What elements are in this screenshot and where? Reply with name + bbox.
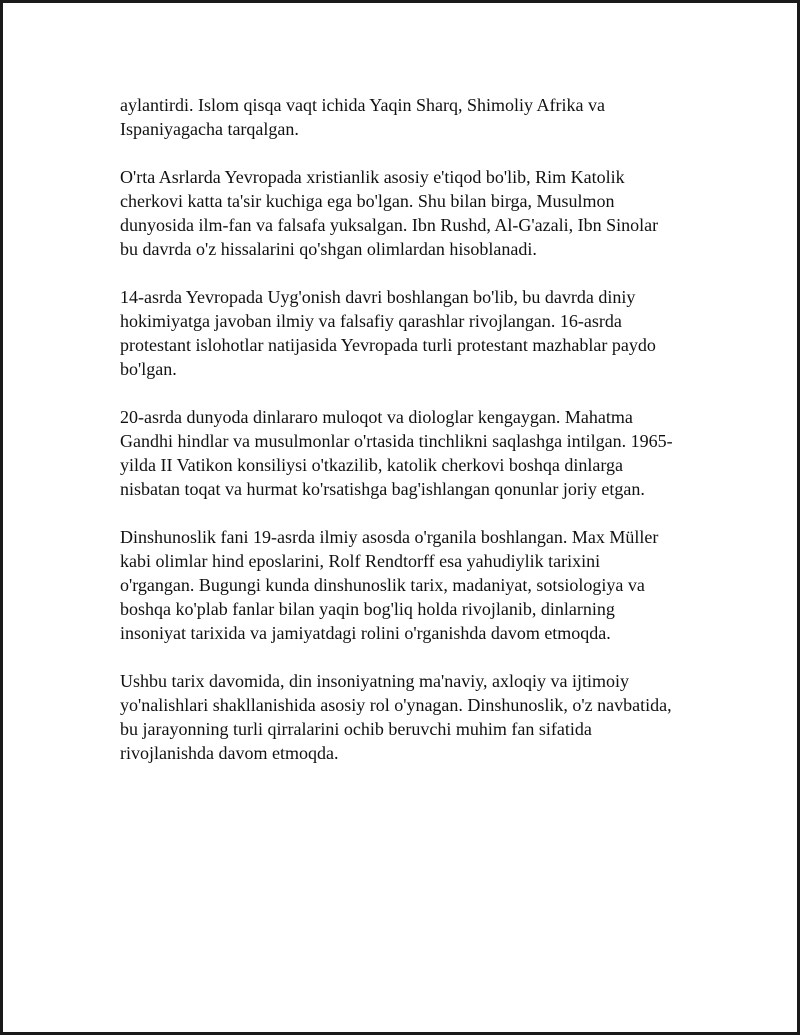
paragraph-3 bbox=[120, 285, 700, 381]
paragraph-1 bbox=[120, 93, 700, 141]
text-line: o'rgangan. Bugungi kunda dinshunoslik tarix, madaniyat, sotsiologiya va bbox=[120, 575, 645, 595]
text-line: aylantirdi. Islom qisqa vaqt ichida Yaqin Sharq, Shimoliy Afrika va bbox=[120, 95, 605, 115]
text-line: insoniyat tarixida va jamiyatdagi rolini o'rganishda davom etmoqda. bbox=[120, 623, 611, 643]
text-line: nisbatan toqat va hurmat ko'rsatishga bag'ishlangan qonunlar joriy etgan. bbox=[120, 479, 645, 499]
text-line: yo'nalishlari shakllanishida asosiy rol o'ynagan. Dinshunoslik, o'z navbatida, bbox=[120, 695, 672, 715]
text-line: bu jarayonning turli qirralarini ochib beruvchi muhim fan sifatida bbox=[120, 719, 592, 739]
document-body bbox=[120, 93, 700, 789]
text-line: yilda II Vatikon konsiliysi o'tkazilib, katolik cherkovi boshqa dinlarga bbox=[120, 455, 623, 475]
text-line: Ushbu tarix davomida, din insoniyatning ma'naviy, axloqiy va ijtimoiy bbox=[120, 671, 630, 691]
text-line: bu davrda o'z hissalarini qo'shgan olimlardan hisoblanadi. bbox=[120, 239, 537, 259]
text-line: rivojlanishda davom etmoqda. bbox=[120, 743, 339, 763]
text-line: dunyosida ilm-fan va falsafa yuksalgan. Ibn Rushd, Al-G'azali, Ibn Sinolar bbox=[120, 215, 659, 235]
paragraph-4 bbox=[120, 405, 700, 501]
paragraph-6 bbox=[120, 669, 700, 765]
text-line: protestant islohotlar natijasida Yevropada turli protestant mazhablar paydo bbox=[120, 335, 656, 355]
text-line: bo'lgan. bbox=[120, 359, 177, 379]
paragraph-2 bbox=[120, 165, 700, 261]
text-line: Ispaniyagacha tarqalgan. bbox=[120, 119, 299, 139]
text-line: O'rta Asrlarda Yevropada xristianlik asosiy e'tiqod bo'lib, Rim Katolik bbox=[120, 167, 625, 187]
text-line: Gandhi hindlar va musulmonlar o'rtasida tinchlikni saqlashga intilgan. 1965- bbox=[120, 431, 673, 451]
text-line: 20-asrda dunyoda dinlararo muloqot va diologlar kengaygan. Mahatma bbox=[120, 407, 633, 427]
text-line: boshqa ko'plab fanlar bilan yaqin bog'liq holda rivojlanib, dinlarning bbox=[120, 599, 615, 619]
text-line: hokimiyatga javoban ilmiy va falsafiy qarashlar rivojlangan. 16-asrda bbox=[120, 311, 622, 331]
text-line: kabi olimlar hind eposlarini, Rolf Rendtorff esa yahudiylik tarixini bbox=[120, 551, 601, 571]
text-line: Dinshunoslik fani 19-asrda ilmiy asosda o'rganila boshlangan. Max Müller bbox=[120, 527, 659, 547]
text-line: 14-asrda Yevropada Uyg'onish davri boshlangan bo'lib, bu davrda diniy bbox=[120, 287, 636, 307]
text-line: cherkovi katta ta'sir kuchiga ega bo'lgan. Shu bilan birga, Musulmon bbox=[120, 191, 615, 211]
paragraph-5 bbox=[120, 525, 700, 645]
